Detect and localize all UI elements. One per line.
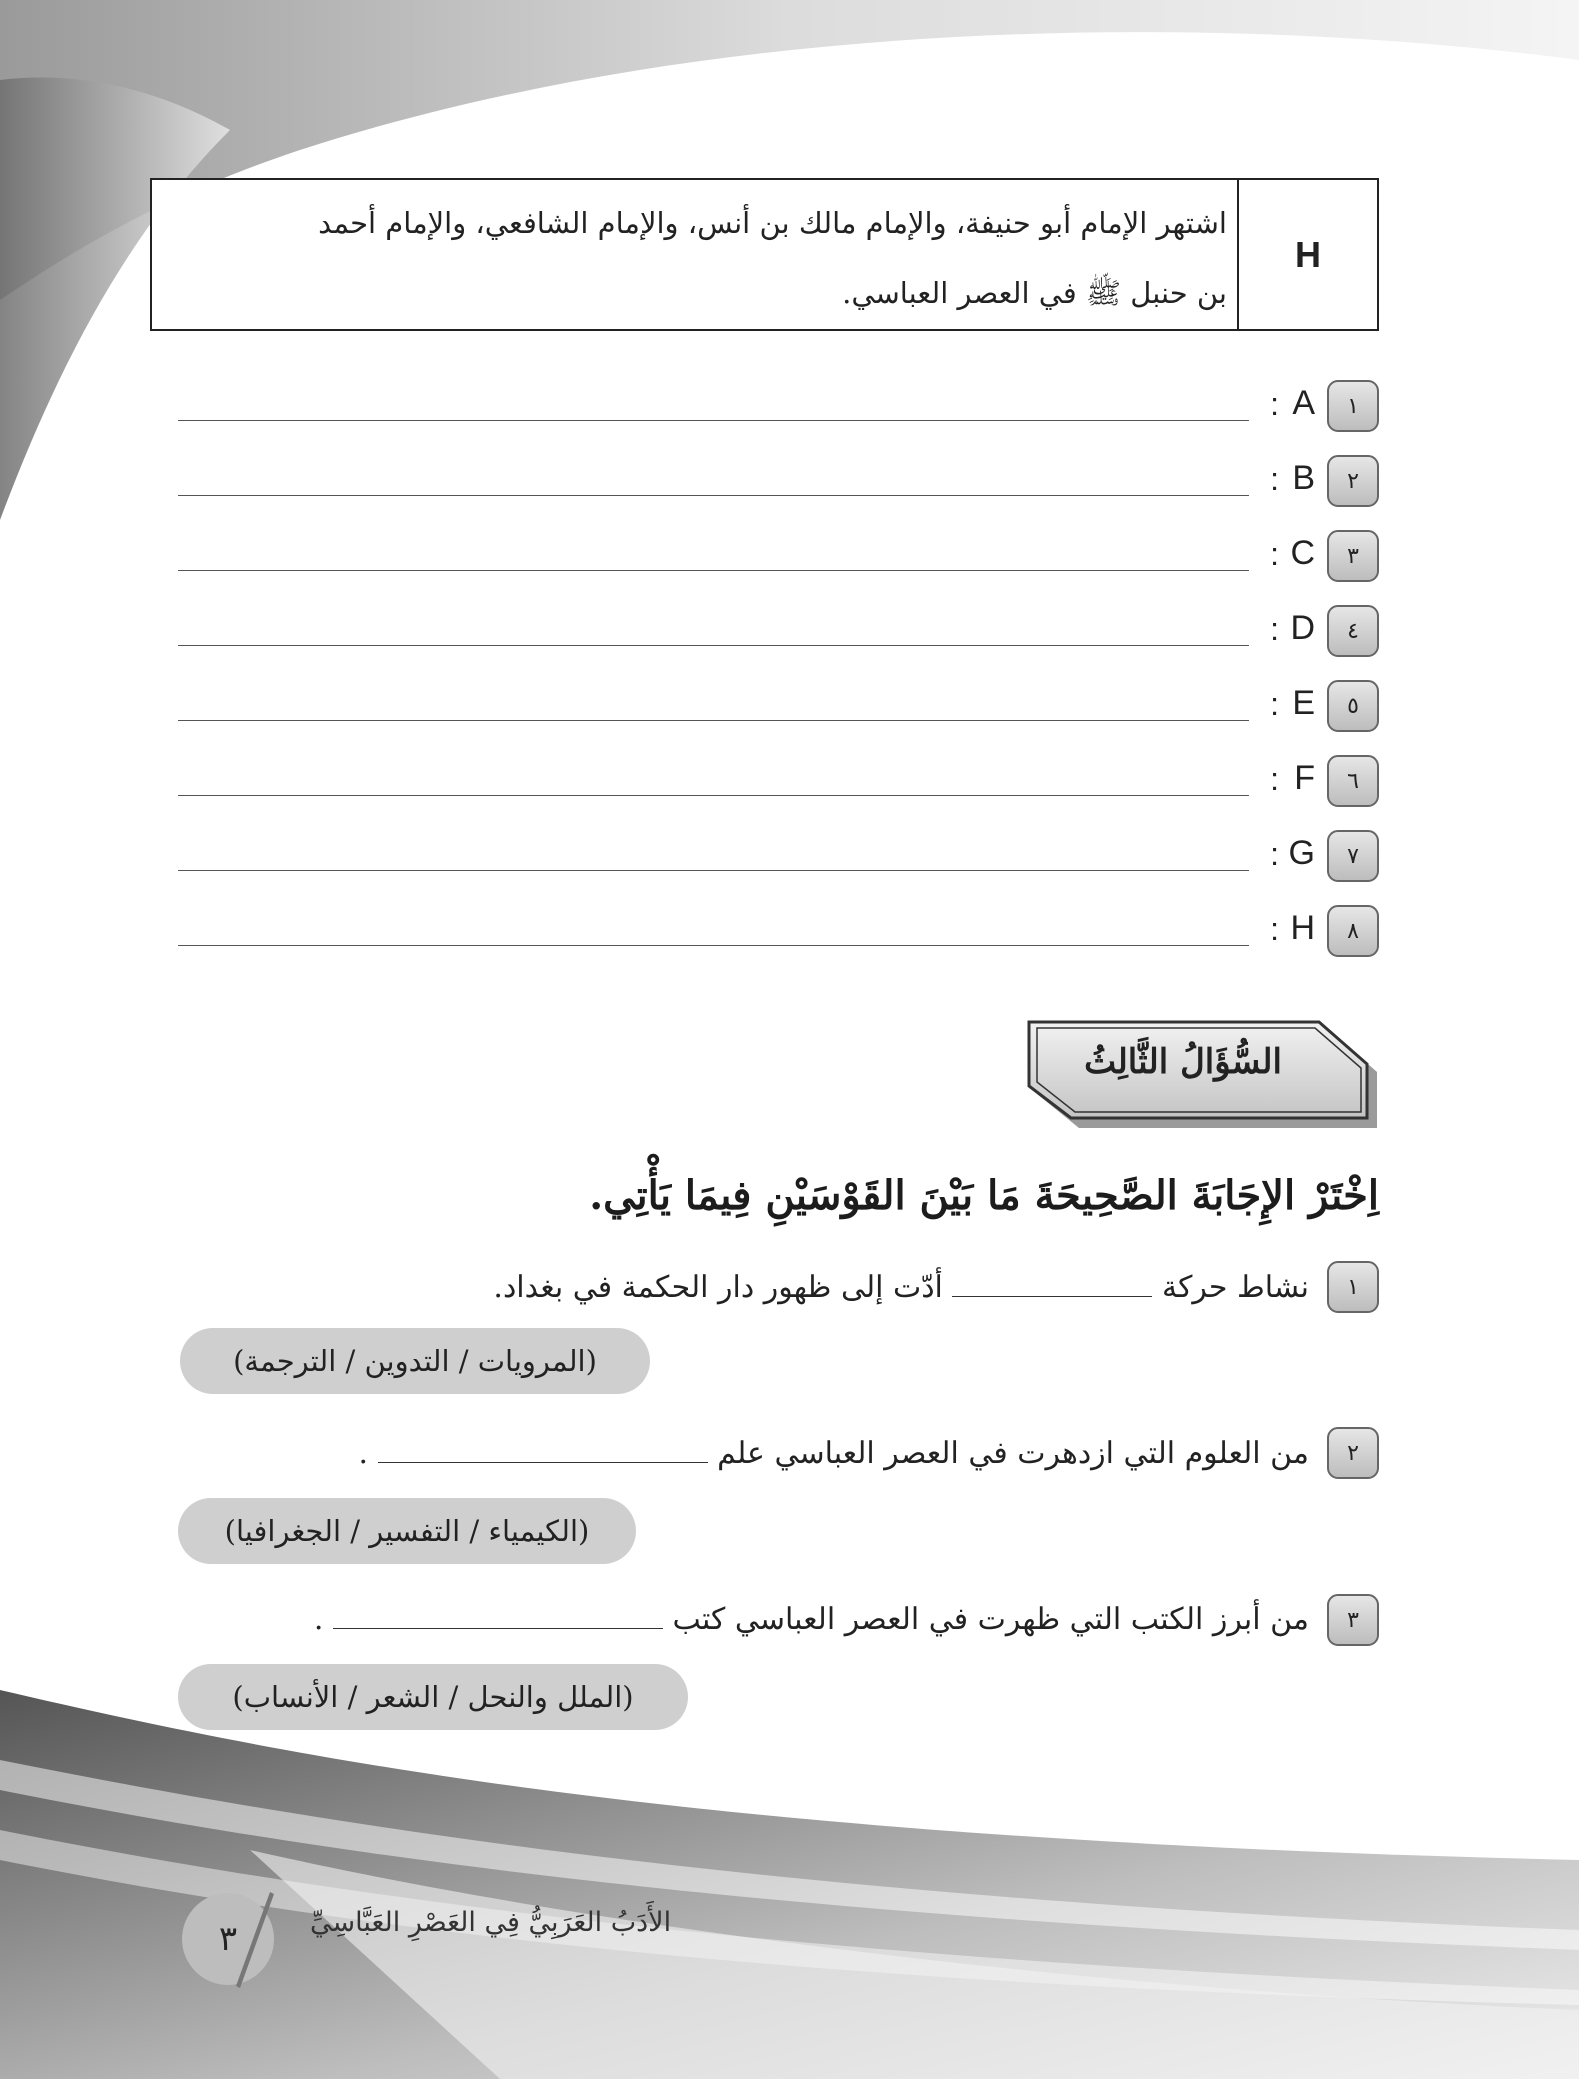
answer-row-f bbox=[178, 755, 1379, 815]
question-number-badge: ١ bbox=[1327, 1261, 1379, 1313]
answer-letter: C bbox=[1290, 534, 1315, 572]
answer-line[interactable] bbox=[178, 495, 1249, 496]
question-text-before: نشاط حركة bbox=[1162, 1270, 1309, 1305]
answer-row-e bbox=[178, 680, 1379, 740]
answer-number-badge: ٧ bbox=[1327, 830, 1379, 882]
question-text-after: . bbox=[358, 1436, 369, 1471]
question-2-options: (الكيمياء / التفسير / الجغرافيا) bbox=[178, 1498, 636, 1564]
instruction-heading: اِخْتَرْ الإِجَابَةَ الصَّحِيحَةَ مَا بَيْنَ القَوْسَيْنِ فِيمَا يَأْتِي. bbox=[589, 1172, 1379, 1219]
answer-line[interactable] bbox=[178, 795, 1249, 796]
answer-colon: : bbox=[1270, 386, 1279, 422]
question-2-text bbox=[358, 1432, 1309, 1471]
answer-row-c bbox=[178, 530, 1379, 590]
answer-line[interactable] bbox=[178, 720, 1249, 721]
answer-colon: : bbox=[1270, 911, 1279, 947]
question-text-after: أدّت إلى ظهور دار الحكمة في بغداد. bbox=[493, 1270, 943, 1305]
answer-line[interactable] bbox=[178, 870, 1249, 871]
question-number-badge: ٢ bbox=[1327, 1427, 1379, 1479]
answer-colon: : bbox=[1270, 836, 1279, 872]
answer-line[interactable] bbox=[178, 945, 1249, 946]
answer-blank[interactable] bbox=[952, 1266, 1152, 1297]
answer-number-badge: ٣ bbox=[1327, 530, 1379, 582]
answer-letter: E bbox=[1292, 684, 1315, 722]
h-statement-line-1: اشتهر الإمام أبو حنيفة، والإمام مالك بن أنس، والإمام الشافعي، والإمام أحمد bbox=[318, 206, 1227, 240]
answer-row-a bbox=[178, 380, 1379, 440]
h-letter-cell: H bbox=[1237, 180, 1377, 329]
answer-letter: A bbox=[1292, 384, 1315, 422]
answer-number-badge: ٨ bbox=[1327, 905, 1379, 957]
question-3-options: (الملل والنحل / الشعر / الأنساب) bbox=[178, 1664, 688, 1730]
answer-number-badge: ٢ bbox=[1327, 455, 1379, 507]
answer-blank[interactable] bbox=[378, 1432, 708, 1463]
answer-blank[interactable] bbox=[333, 1598, 663, 1629]
question-1-options: (المرويات / التدوين / الترجمة) bbox=[180, 1328, 650, 1394]
footer-book-title: الأَدَبُ العَرَبِيُّ فِي العَصْرِ العَبَّاسِيِّ bbox=[310, 1907, 672, 1938]
h-statement-text bbox=[167, 188, 1227, 328]
answer-letter: G bbox=[1288, 834, 1315, 872]
answer-letter: D bbox=[1290, 609, 1315, 647]
question-text-before: من العلوم التي ازدهرت في العصر العباسي علم bbox=[717, 1436, 1309, 1471]
question-1-text bbox=[493, 1266, 1309, 1305]
answer-number-badge: ٦ bbox=[1327, 755, 1379, 807]
answer-line[interactable] bbox=[178, 570, 1249, 571]
section-header-badge bbox=[1023, 1020, 1379, 1128]
answer-colon: : bbox=[1270, 461, 1279, 497]
answer-letter: B bbox=[1292, 459, 1315, 497]
answer-colon: : bbox=[1270, 611, 1279, 647]
answer-colon: : bbox=[1270, 686, 1279, 722]
question-text-after: . bbox=[313, 1602, 324, 1637]
answer-row-h bbox=[178, 905, 1379, 965]
answer-line[interactable] bbox=[178, 420, 1249, 421]
answer-number-badge: ١ bbox=[1327, 380, 1379, 432]
answer-number-badge: ٤ bbox=[1327, 605, 1379, 657]
answer-colon: : bbox=[1270, 536, 1279, 572]
answer-row-g bbox=[178, 830, 1379, 890]
question-3-text bbox=[314, 1598, 1309, 1637]
answer-number-badge: ٥ bbox=[1327, 680, 1379, 732]
h-statement-box bbox=[150, 178, 1379, 331]
answer-row-d bbox=[178, 605, 1379, 665]
question-text-before: من أبرز الكتب التي ظهرت في العصر العباسي كتب bbox=[672, 1602, 1309, 1637]
question-number-badge: ٣ bbox=[1327, 1594, 1379, 1646]
section-title: السُّؤَالُ الثَّالِثُ bbox=[1084, 1042, 1282, 1082]
answer-letter: F bbox=[1294, 759, 1315, 797]
answer-row-b bbox=[178, 455, 1379, 515]
answer-line[interactable] bbox=[178, 645, 1249, 646]
page-number: ٣ bbox=[182, 1893, 274, 1985]
h-statement-line-2: بن حنبل ﷺ في العصر العباسي. bbox=[842, 276, 1227, 310]
page-number-slash-decoration bbox=[230, 1890, 280, 1990]
answer-colon: : bbox=[1270, 761, 1279, 797]
answer-letter: H bbox=[1290, 909, 1315, 947]
